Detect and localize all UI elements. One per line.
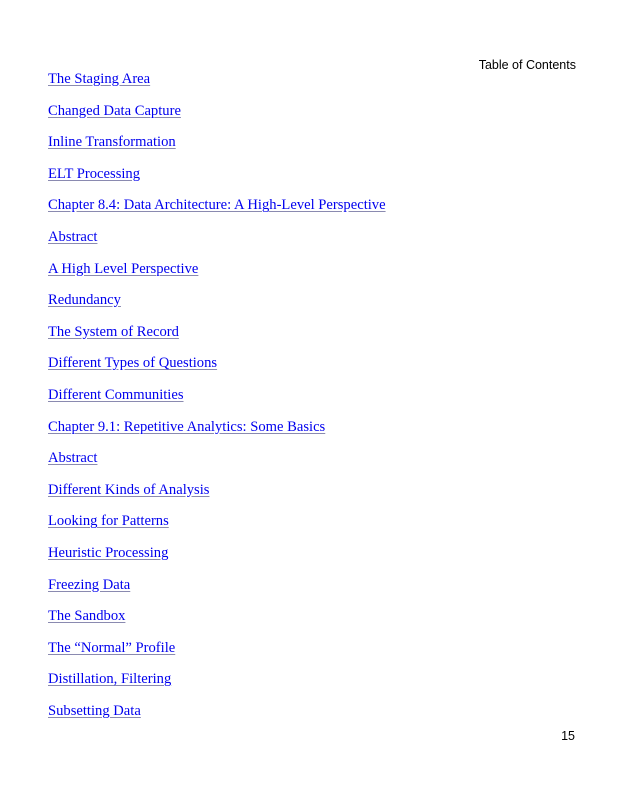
- toc-link-distillation-filtering[interactable]: Distillation, Filtering: [48, 671, 172, 688]
- toc-link-looking-for-patterns[interactable]: Looking for Patterns: [48, 513, 169, 530]
- toc-link-chapter-9-1[interactable]: Chapter 9.1: Repetitive Analytics: Some Basics: [48, 418, 326, 435]
- toc-item-looking-for-patterns: [48, 511, 386, 543]
- toc-link-redundancy[interactable]: Redundancy: [48, 292, 121, 309]
- toc-item-different-communities: [48, 385, 386, 417]
- toc-item-heuristic-processing: [48, 543, 386, 575]
- toc-item-subsetting-data: [48, 701, 386, 733]
- toc-item-different-kinds-of-analysis: [48, 480, 386, 512]
- running-header: Table of Contents: [478, 58, 576, 72]
- toc-link-the-sandbox[interactable]: The Sandbox: [48, 608, 126, 625]
- toc-link-different-types-of-questions[interactable]: Different Types of Questions: [48, 355, 218, 372]
- toc-link-heuristic-processing[interactable]: Heuristic Processing: [48, 544, 169, 561]
- toc-item-the-staging-area: [48, 69, 386, 101]
- toc-link-inline-transformation[interactable]: Inline Transformation: [48, 134, 176, 151]
- toc-link-abstract-8-4[interactable]: Abstract: [48, 228, 98, 245]
- toc-link-the-normal-profile[interactable]: The “Normal” Profile: [48, 639, 176, 656]
- toc-item-chapter-8-4: [48, 195, 386, 227]
- toc-item-elt-processing: [48, 164, 386, 196]
- toc-link-chapter-8-4[interactable]: Chapter 8.4: Data Architecture: A High-Level Perspective: [48, 197, 386, 214]
- toc-item-chapter-9-1: [48, 417, 386, 449]
- toc-item-the-sandbox: [48, 606, 386, 638]
- page-number: 15: [561, 729, 575, 743]
- toc-item-abstract-9-1: [48, 448, 386, 480]
- toc-link-changed-data-capture[interactable]: Changed Data Capture: [48, 102, 181, 119]
- toc-link-elt-processing[interactable]: ELT Processing: [48, 165, 141, 182]
- toc-item-a-high-level-perspective: [48, 259, 386, 291]
- toc-item-the-system-of-record: [48, 322, 386, 354]
- toc-link-a-high-level-perspective[interactable]: A High Level Perspective: [48, 260, 199, 277]
- toc-link-abstract-9-1[interactable]: Abstract: [48, 450, 98, 467]
- toc-item-redundancy: [48, 290, 386, 322]
- toc-link-freezing-data[interactable]: Freezing Data: [48, 576, 131, 593]
- toc-link-different-kinds-of-analysis[interactable]: Different Kinds of Analysis: [48, 481, 210, 498]
- table-of-contents: [48, 69, 386, 732]
- toc-link-the-system-of-record[interactable]: The System of Record: [48, 323, 179, 340]
- toc-link-subsetting-data[interactable]: Subsetting Data: [48, 702, 141, 719]
- toc-link-the-staging-area[interactable]: The Staging Area: [48, 71, 151, 87]
- toc-item-different-types-of-questions: [48, 353, 386, 385]
- toc-link-different-communities[interactable]: Different Communities: [48, 386, 184, 403]
- toc-item-freezing-data: [48, 575, 386, 607]
- toc-item-changed-data-capture: [48, 101, 386, 133]
- toc-item-abstract-8-4: [48, 227, 386, 259]
- toc-item-distillation-filtering: [48, 669, 386, 701]
- toc-item-inline-transformation: [48, 132, 386, 164]
- toc-item-the-normal-profile: [48, 638, 386, 670]
